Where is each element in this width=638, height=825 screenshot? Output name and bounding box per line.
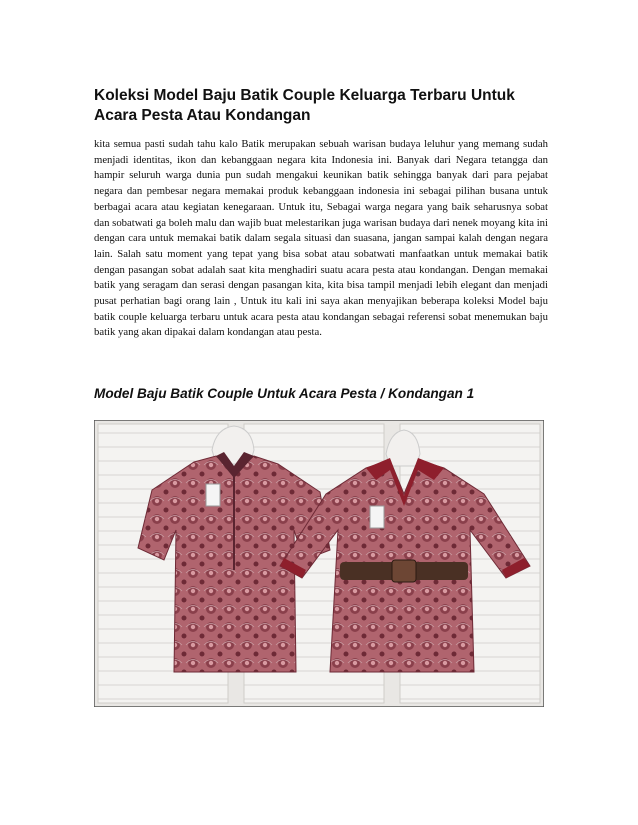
article-title: Koleksi Model Baju Batik Couple Keluarga Terbaru Untuk Acara Pesta Atau Kondangan: [94, 87, 515, 124]
female-belt-buckle: [392, 560, 416, 582]
female-tag: [370, 506, 384, 528]
article-body: kita semua pasti sudah tahu kalo Batik merupakan sebuah warisan budaya leluhur yang memang sudah menjadi identitas, ikon dan kebanggaan negara kita Indonesia ini. Banyak dari Negara tetangga dan hampir seluruh warga dunia pun sudah mengakui keunikan batik sehingga banyak dari para pejabat negara dan pembesar negara memakai produk kebanggaan indonesia ini sebagai pilihan busana untuk berbagai acara atau kegiatan kenegaraan. Untuk itu, Sebagai warga negara yang baik seharusnya sobat dan sobatwati ga boleh malu dan wajib buat melestarikan juga warisan budaya dari nenek moyang kita ini dengan cara untuk memakai batik dalam segala situasi dan suasana, jangan sampai kalah dengan negara lain. Salah satu moment yang tepat yang bisa sobat atau sobatwati manfaatkan untuk memakai batik dengan pasangan sobat adalah saat kita menghadiri suatu acara pesta atau kondangan. Dengan memakai batik yang seragam dan serasi dengan pasangan kita, kita bisa tampil menjadi lebih elegant dan menjadi pusat perhatian bagi orang lain , Untuk itu kali ini saya akan menyajikan beberapa koleksi Model baju batik couple keluarga terbaru untuk acara pesta atau kondangan sebagai referensi sobat menemukan baju batik yang akan dipakai dalam kondangan atau pesta.: [94, 138, 548, 339]
section-subtitle: Model Baju Batik Couple Untuk Acara Pesta / Kondangan 1: [94, 386, 475, 401]
male-tag: [206, 484, 220, 506]
batik-couple-photo: [94, 420, 544, 707]
